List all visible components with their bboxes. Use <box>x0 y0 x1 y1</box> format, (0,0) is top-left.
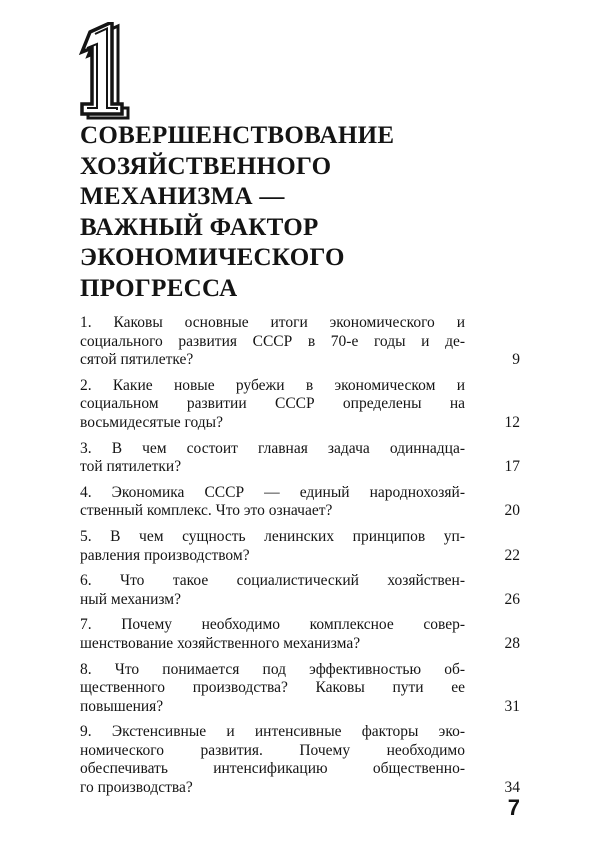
toc-line: 3. В чем состоит главная задача одиннадца- <box>80 439 465 457</box>
toc-line: 7. Почему необходимо комплексное совер- <box>80 616 465 634</box>
toc-page-number: 34 <box>504 779 520 797</box>
toc-line: равления производством? <box>80 546 250 564</box>
toc-line: сятой пятилетке? <box>80 351 194 369</box>
table-of-contents <box>80 314 520 805</box>
toc-item-6[interactable] <box>80 572 520 609</box>
toc-line: обеспечивать интенсификацию общественно- <box>80 760 465 778</box>
chapter-title-line: ПРОГРЕССА <box>80 274 238 302</box>
toc-item-text <box>80 484 465 521</box>
toc-line: шенствование хозяйственного механизма? <box>80 634 361 652</box>
toc-line: социального развития СССР в 70-е годы и де- <box>80 332 465 350</box>
toc-line: 1. Каковы основные итоги экономического и <box>80 314 465 331</box>
toc-item-1[interactable] <box>80 314 520 370</box>
toc-line: щественного производства? Каковы пути ее <box>80 679 465 697</box>
toc-item-4[interactable] <box>80 484 520 521</box>
page-number: 7 <box>507 795 520 820</box>
toc-line: 8. Что понимается под эффективностью об- <box>80 660 465 678</box>
toc-page-number: 20 <box>504 502 520 520</box>
toc-item-3[interactable] <box>80 440 520 477</box>
toc-line: номического развития. Почему необходимо <box>80 741 465 759</box>
toc-line: 9. Экстенсивные и интенсивные факторы эко- <box>80 723 465 741</box>
toc-page-number: 31 <box>504 697 520 715</box>
chapter-title <box>80 121 500 305</box>
chapter-number-glyph <box>74 22 144 122</box>
chapter-number <box>74 22 144 122</box>
chapter-title-line: ЭКОНОМИЧЕСКОГО <box>80 244 345 272</box>
toc-line: 2. Какие новые рубежи в экономическом и <box>80 376 465 394</box>
toc-line: восьмидесятые годы? <box>80 413 223 431</box>
chapter-title-line: ВАЖНЫЙ ФАКТОР <box>80 213 319 241</box>
toc-item-text <box>80 661 465 717</box>
toc-line: 6. Что такое социалистический хозяйствен- <box>80 572 465 590</box>
toc-line: ственный комплекс. Что это означает? <box>80 502 333 520</box>
toc-page-number: 28 <box>504 634 520 652</box>
toc-item-text <box>80 723 465 797</box>
chapter-title-line: ХОЗЯЙСТВЕННОГО <box>80 152 332 180</box>
toc-item-8[interactable] <box>80 661 520 717</box>
toc-item-text <box>80 314 465 370</box>
toc-item-2[interactable] <box>80 377 520 433</box>
chapter-title-line: МЕХАНИЗМА — <box>80 183 285 211</box>
toc-line: ный механизм? <box>80 590 181 608</box>
toc-item-text <box>80 440 465 477</box>
toc-item-text <box>80 616 465 653</box>
toc-line: 5. В чем сущность ленинских принципов уп- <box>80 527 465 545</box>
toc-item-9[interactable] <box>80 723 520 797</box>
toc-page-number: 26 <box>504 590 520 608</box>
toc-line: социальном развитии СССР определены на <box>80 395 465 413</box>
toc-line: той пятилетки? <box>80 458 182 476</box>
toc-item-text <box>80 377 465 433</box>
toc-item-text <box>80 572 465 609</box>
toc-line: го производства? <box>80 779 193 797</box>
chapter-title-line: СОВЕРШЕНСТВОВАНИЕ <box>80 122 395 149</box>
toc-item-7[interactable] <box>80 616 520 653</box>
toc-item-5[interactable] <box>80 528 520 565</box>
toc-page-number: 22 <box>504 546 520 564</box>
toc-page-number: 17 <box>504 458 520 476</box>
toc-item-text <box>80 528 465 565</box>
toc-page-number: 9 <box>512 351 520 369</box>
toc-page-number: 12 <box>504 413 520 431</box>
toc-line: 4. Экономика СССР — единый народнохозяй- <box>80 483 465 501</box>
toc-line: повышения? <box>80 697 164 715</box>
